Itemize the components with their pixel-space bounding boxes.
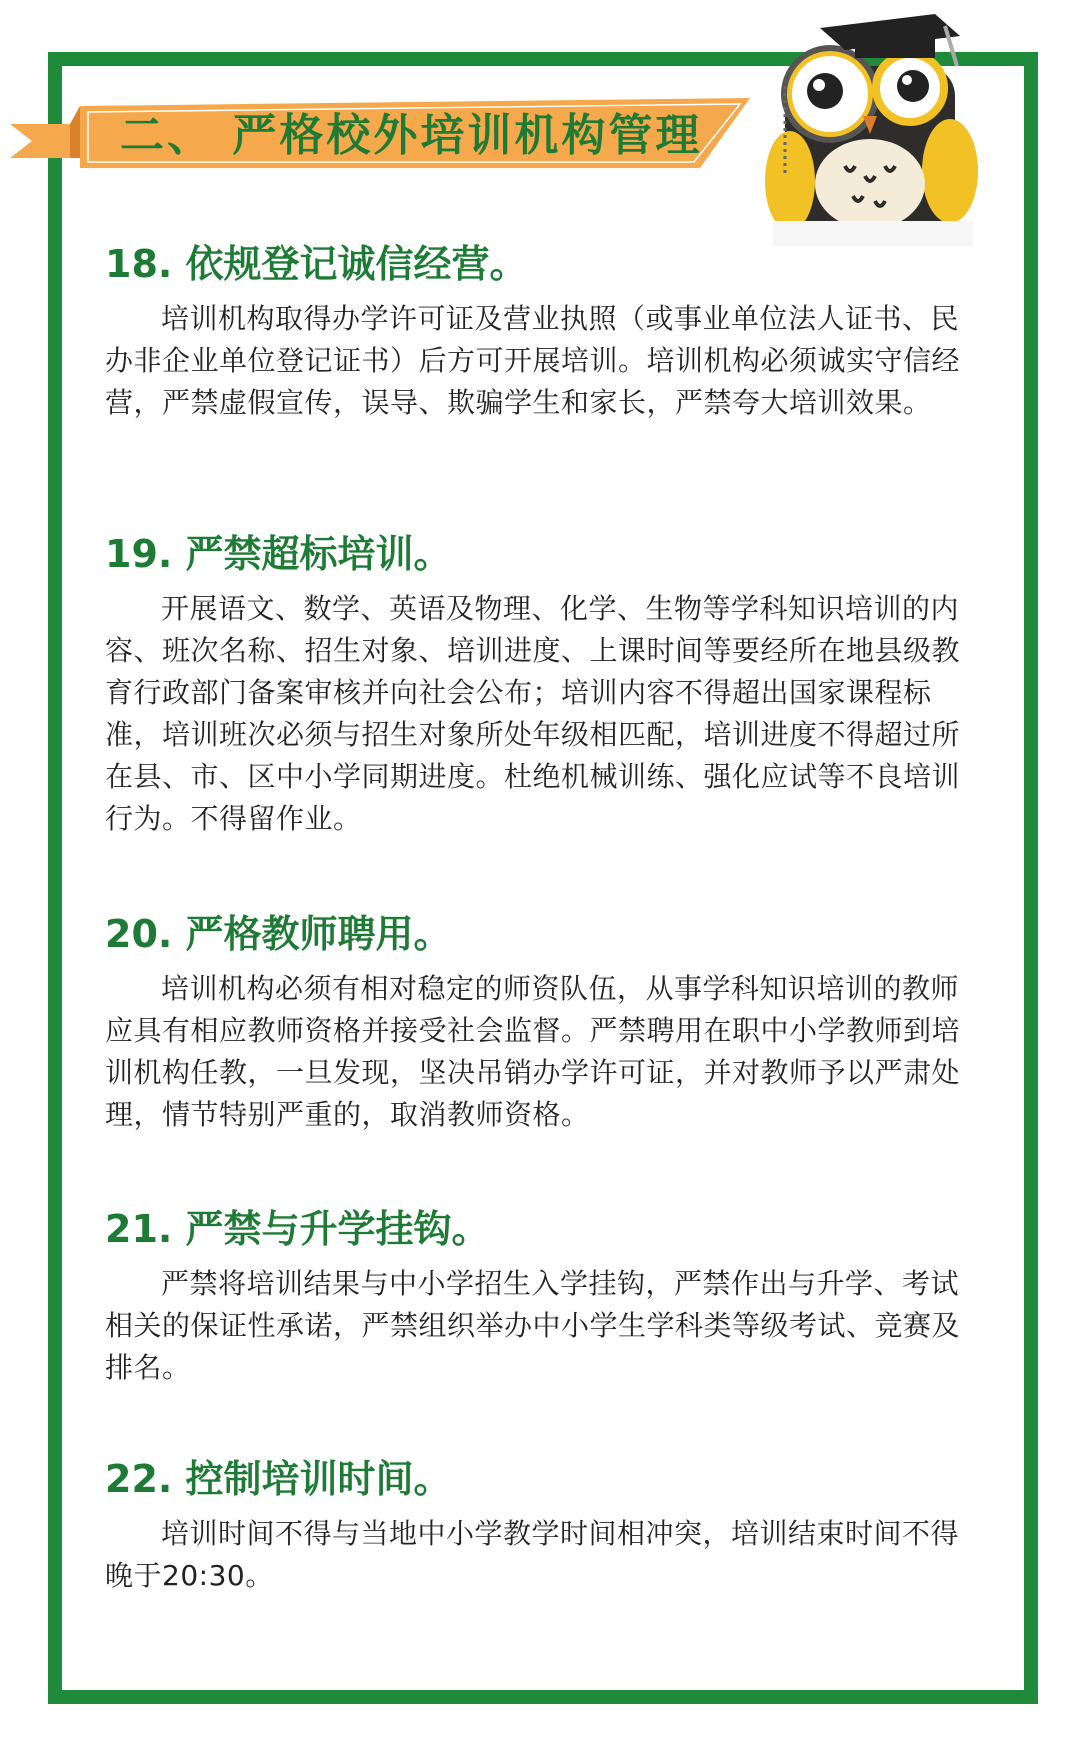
section-19 [105,530,975,840]
section-body: 培训机构必须有相对稳定的师资队伍，从事学科知识培训的教师应具有相应教师资格并接受社会监督。严禁聘用在职中小学教师到培训机构任教，一旦发现，坚决吊销办学许可证，并对教师予以严肃处理，情节特别严重的，取消教师资格。 [105,972,961,1131]
section-body: 培训机构取得办学许可证及营业执照（或事业单位法人证书、民办非企业单位登记证书）后方可开展培训。培训机构必须诚实守信经营，严禁虚假宣传，误导、欺骗学生和家长，严禁夸大培训效果。 [105,302,961,419]
section-20 [105,910,975,1136]
section-heading: 19. 严禁超标培训。 [105,532,452,576]
section-body: 开展语文、数学、英语及物理、化学、生物等学科知识培训的内容、班次名称、招生对象、培训进度、上课时间等要经所在地县级教育行政部门备案审核并向社会公布；培训内容不得超出国家课程标准，培训班次必须与招生对象所处年级相匹配，培训进度不得超过所在县、市、区中小学同期进度。杜绝机械训练、强化应试等不良培训行为。不得留作业。 [105,592,961,835]
section-heading: 22. 控制培训时间。 [105,1457,452,1501]
section-heading: 18. 依规登记诚信经营。 [105,242,528,286]
section-banner [10,96,770,176]
section-22 [105,1455,975,1597]
section-body: 培训时间不得与当地中小学教学时间相冲突，培训结束时间不得晚于20:30。 [105,1517,960,1592]
banner-title: 二、 严格校外培训机构管理 [120,110,703,161]
owl-mascot-icon [745,6,985,246]
section-18 [105,240,975,424]
section-heading: 20. 严格教师聘用。 [105,912,452,956]
section-21 [105,1205,975,1389]
section-heading: 21. 严禁与升学挂钩。 [105,1207,490,1251]
section-body: 严禁将培训结果与中小学招生入学挂钩，严禁作出与升学、考试相关的保证性承诺，严禁组织举办中小学生学科类等级考试、竞赛及排名。 [105,1267,961,1384]
